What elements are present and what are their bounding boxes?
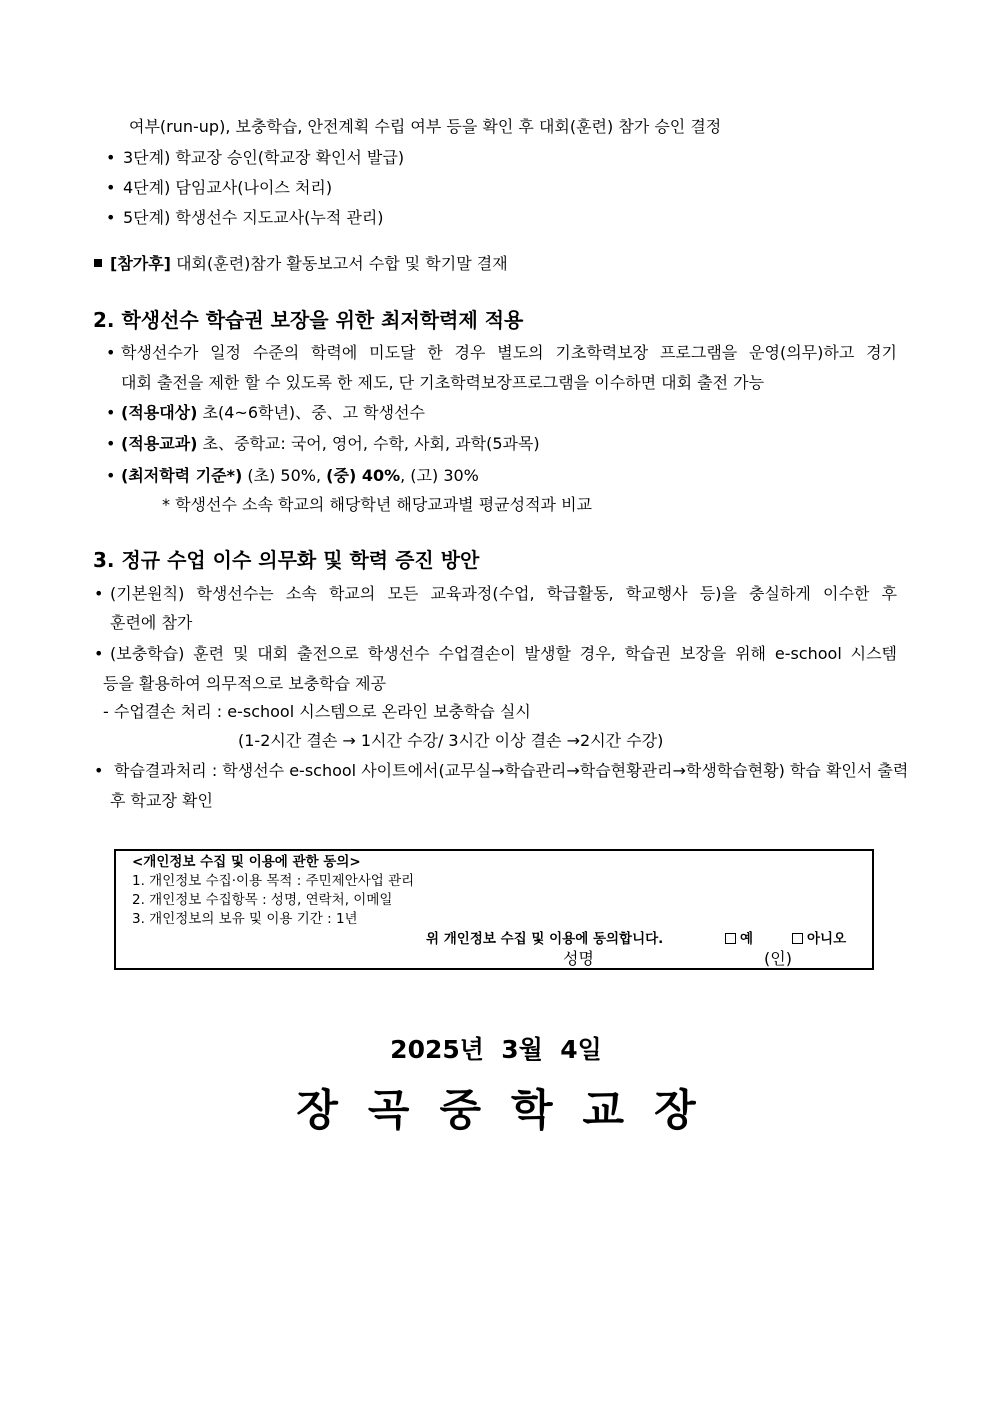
section-2-intro-line2: 대회 출전을 제한 할 수 있도록 한 제도, 단 기초학력보장프로그램을 이수하면 대회 출전 가능 — [121, 373, 765, 392]
after-participation — [94, 253, 508, 275]
bullet-dot: • — [94, 761, 104, 780]
step-4: 4단계) 담임교사(나이스 처리) — [123, 178, 333, 197]
supplementary-line2: 등을 활용하여 의무적으로 보충학습 제공 — [103, 674, 387, 693]
after-text: 대회(훈련)참가 활동보고서 수합 및 학기말 결재 — [171, 254, 508, 273]
consent-item-fields: 2. 개인정보 수집항목 : 성명, 연락처, 이메일 — [132, 892, 393, 908]
bullet-dot: • — [106, 466, 116, 485]
document-date: 2025년 3월 4일 — [390, 1035, 602, 1064]
supplementary-line1: (보충학습) 훈련 및 대회 출전으로 학생선수 수업결손이 발생할 경우, 학습권 보장을 위해 e-school 시스템 — [110, 644, 897, 663]
principle-line2: 훈련에 참가 — [110, 613, 193, 632]
consent-yes-option[interactable] — [725, 930, 753, 948]
bullet-dot: • — [106, 148, 116, 167]
result-processing-line2: 후 학교장 확인 — [110, 791, 213, 810]
signature-name-label: 성명 — [563, 949, 594, 968]
checkbox-no-icon[interactable] — [792, 933, 803, 944]
principle-line1: (기본원칙) 학생선수는 소속 학교의 모든 교육과정(수업, 학급활동, 학교행사 등)을 충실하게 이수한 후 — [110, 584, 897, 603]
consent-box — [114, 849, 874, 970]
step-5: 5단계) 학생선수 지도교사(누적 관리) — [123, 208, 384, 227]
subject-line — [121, 433, 540, 455]
bullet-dot: • — [106, 403, 116, 422]
target-text: 초(4~6학년)、중、고 학생선수 — [197, 403, 425, 422]
consent-agree-text: 위 개인정보 수집 및 이용에 동의합니다. — [426, 931, 664, 947]
after-label: [참가후] — [110, 254, 171, 273]
bullet-dot: • — [106, 434, 116, 453]
standard-line — [121, 465, 479, 487]
subject-label: (적용교과) — [121, 434, 198, 453]
absence-handling: - 수업결손 처리 : e-school 시스템으로 온라인 보충학습 실시 — [103, 702, 531, 721]
target-label: (적용대상) — [121, 403, 198, 422]
section-2-intro-line1: 학생선수가 일정 수준의 학력에 미도달 한 경우 별도의 기초학력보장 프로그램을 운영(의무)하고 경기 — [121, 343, 897, 362]
consent-yes-label: 예 — [740, 931, 754, 947]
standard-footnote: * 학생선수 소속 학교의 해당학년 해당교과별 평균성적과 비교 — [162, 495, 593, 514]
school-principal-title: 장곡중학교장 — [296, 1086, 726, 1136]
result-processing-line1: 학습결과처리 : 학생선수 e-school 사이트에서(교무실→학습관리→학습현황관리→학생학습현황) 학습 확인서 출력 — [114, 761, 909, 780]
standard-middle: (중) 40% — [326, 466, 401, 485]
target-line — [121, 402, 425, 424]
bullet-dot: • — [94, 584, 104, 603]
consent-item-period: 3. 개인정보의 보유 및 이용 기간 : 1년 — [132, 911, 358, 927]
section-2-heading: 2. 학생선수 학습권 보장을 위한 최저학력제 적용 — [93, 308, 524, 332]
consent-title: <개인정보 수집 및 이용에 관한 동의> — [132, 854, 361, 870]
bullet-dot: • — [106, 178, 116, 197]
absence-rule: (1-2시간 결손 → 1시간 수강/ 3시간 이상 결손 →2시간 수강) — [238, 731, 664, 750]
consent-no-option[interactable] — [792, 930, 846, 948]
section-3-heading: 3. 정규 수업 이수 의무화 및 학력 증진 방안 — [93, 548, 480, 572]
consent-no-label: 아니오 — [807, 931, 847, 947]
bullet-dot: • — [106, 208, 116, 227]
checkbox-yes-icon[interactable] — [725, 933, 736, 944]
subject-text: 초、중학교: 국어, 영어, 수학, 사회, 과학(5과목) — [197, 434, 540, 453]
square-bullet-icon — [94, 259, 102, 267]
bullet-dot: • — [94, 644, 104, 663]
approval-continuation: 여부(run-up), 보충학습, 안전계획 수립 여부 등을 확인 후 대회(훈련) 참가 승인 결정 — [129, 117, 722, 136]
standard-elementary: (초) 50%, — [242, 466, 327, 485]
consent-item-purpose: 1. 개인정보 수집·이용 목적 : 주민제안사업 관리 — [132, 873, 415, 889]
bullet-dot: • — [106, 343, 116, 362]
standard-label: (최저학력 기준*) — [121, 466, 243, 485]
standard-high: , (고) 30% — [400, 466, 479, 485]
signature-seal: (인) — [764, 949, 792, 968]
step-3: 3단계) 학교장 승인(학교장 확인서 발급) — [123, 148, 405, 167]
